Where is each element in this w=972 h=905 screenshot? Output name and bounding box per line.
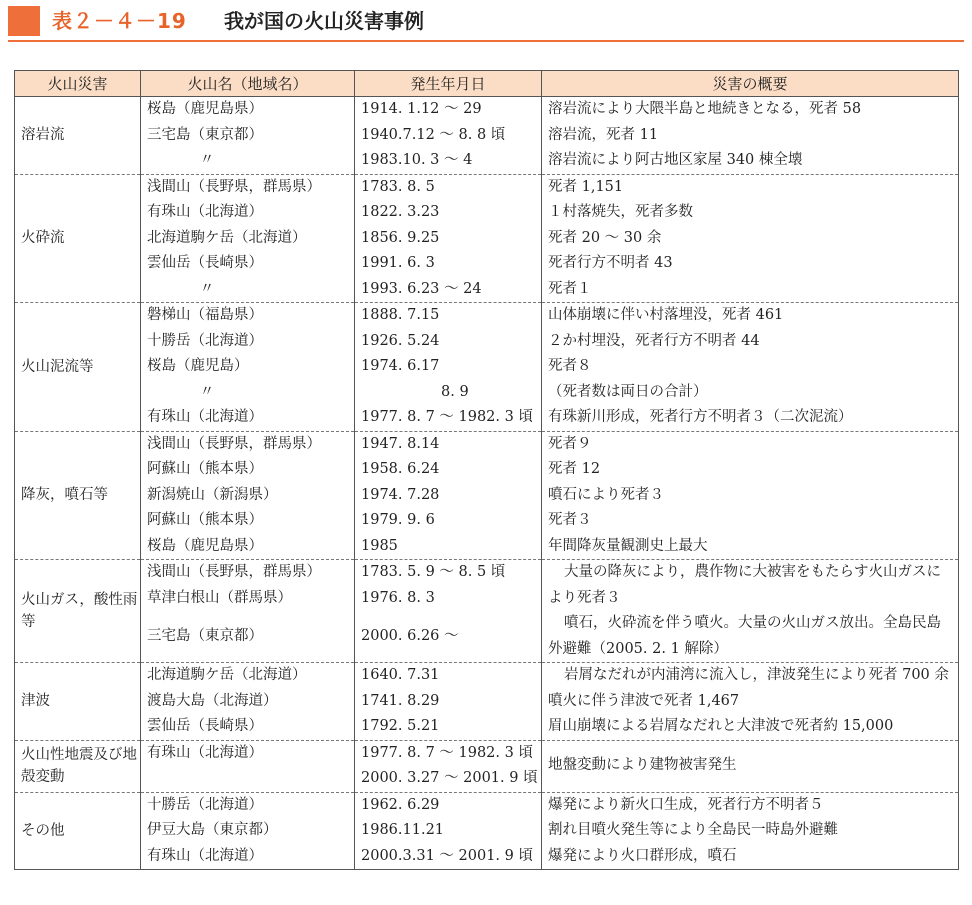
category-cell: 火山ガス，酸性雨等 bbox=[15, 560, 141, 663]
summary-cell: 爆発により火口群形成，噴石 bbox=[542, 844, 959, 870]
volcano-cell: 伊豆大島（東京都） bbox=[141, 818, 355, 844]
col-header-volcano: 火山名（地域名） bbox=[141, 71, 355, 97]
date-cell: 2000. 6.26 ～ bbox=[355, 611, 542, 663]
ditto-mark: 〃 bbox=[199, 383, 215, 400]
table-row bbox=[15, 534, 959, 560]
volcano-cell: 十勝岳（北海道） bbox=[141, 329, 355, 355]
ditto-mark: 〃 bbox=[199, 152, 215, 168]
volcano-cell: 渡島大島（北海道） bbox=[141, 689, 355, 715]
volcano-cell bbox=[141, 380, 355, 406]
category-cell: 津波 bbox=[15, 663, 141, 741]
date-cell: 1940.7.12 ～ 8. 8 頃 bbox=[355, 123, 542, 149]
volcano-cell: 新潟焼山（新潟県） bbox=[141, 483, 355, 509]
category-cell: 火山泥流等 bbox=[15, 303, 141, 432]
disaster-table bbox=[14, 70, 959, 870]
volcano-cell: 十勝岳（北海道） bbox=[141, 792, 355, 818]
summary-cell: 死者 1,151 bbox=[542, 174, 959, 200]
volcano-cell: 雲仙岳（長崎県） bbox=[141, 251, 355, 277]
volcano-cell: 桜島（鹿児島県） bbox=[141, 97, 355, 123]
volcano-cell: 浅間山（長野県，群馬県） bbox=[141, 560, 355, 586]
category-cell: 降灰，噴石等 bbox=[15, 431, 141, 560]
date-cell: 1822. 3.23 bbox=[355, 200, 542, 226]
date-cell: 1991. 6. 3 bbox=[355, 251, 542, 277]
volcano-cell: 磐梯山（福島県） bbox=[141, 303, 355, 329]
summary-cell: 噴石，火砕流を伴う噴火。大量の火山ガス放出。全島民島外避難（2005. 2. 1 解除） bbox=[542, 611, 959, 663]
date-cell: 2000.3.31 ～ 2001. 9 頃 bbox=[355, 844, 542, 870]
table-title: 我が国の火山災害事例 bbox=[224, 9, 424, 33]
table-row bbox=[15, 844, 959, 870]
table-row bbox=[15, 251, 959, 277]
date-cell: 1985 bbox=[355, 534, 542, 560]
col-header-disaster: 火山災害 bbox=[15, 71, 141, 97]
volcano-cell: 草津白根山（群馬県） bbox=[141, 586, 355, 612]
volcano-cell: 北海道駒ケ岳（北海道） bbox=[141, 663, 355, 689]
summary-cell: 死者９ bbox=[542, 431, 959, 457]
category-cell: 火砕流 bbox=[15, 174, 141, 303]
summary-cell: １村落焼失，死者多数 bbox=[542, 200, 959, 226]
category-cell: その他 bbox=[15, 792, 141, 870]
date-cell: 1979. 9. 6 bbox=[355, 508, 542, 534]
date-cell: 1792. 5.21 bbox=[355, 714, 542, 740]
volcano-cell: 北海道駒ケ岳（北海道） bbox=[141, 226, 355, 252]
date-cell: 1976. 8. 3 bbox=[355, 586, 542, 612]
volcano-cell: 浅間山（長野県，群馬県） bbox=[141, 174, 355, 200]
date-cell: 1783. 5. 9 ～ 8. 5 頃 bbox=[355, 560, 542, 586]
date-continuation: 8. 9 bbox=[441, 383, 469, 400]
volcano-cell: 有珠山（北海道） bbox=[141, 740, 355, 766]
table-header-row bbox=[15, 71, 959, 97]
table-row bbox=[15, 277, 959, 303]
date-cell: 1962. 6.29 bbox=[355, 792, 542, 818]
summary-cell: ２か村埋没，死者行方不明者 44 bbox=[542, 329, 959, 355]
table-row bbox=[15, 818, 959, 844]
table-row bbox=[15, 380, 959, 406]
category-cell: 火山性地震及び地殻変動 bbox=[15, 740, 141, 792]
date-cell bbox=[355, 380, 542, 406]
date-cell: 2000. 3.27 ～ 2001. 9 頃 bbox=[355, 766, 542, 792]
table-row bbox=[15, 792, 959, 818]
table-header bbox=[8, 6, 964, 36]
volcano-cell bbox=[141, 766, 355, 792]
table-row bbox=[15, 483, 959, 509]
col-header-summary: 災害の概要 bbox=[542, 71, 959, 97]
summary-cell: 溶岩流により大隈半島と地続きとなる，死者 58 bbox=[542, 97, 959, 123]
summary-cell: 溶岩流により阿古地区家屋 340 棟全壊 bbox=[542, 148, 959, 174]
summary-cell: 割れ目噴火発生等により全島民一時島外避難 bbox=[542, 818, 959, 844]
summary-cell: （死者数は両日の合計） bbox=[542, 380, 959, 406]
summary-cell: 死者 20 ～ 30 余 bbox=[542, 226, 959, 252]
table-row bbox=[15, 329, 959, 355]
date-cell: 1983.10. 3 ～ 4 bbox=[355, 148, 542, 174]
col-header-date: 発生年月日 bbox=[355, 71, 542, 97]
date-cell: 1974. 7.28 bbox=[355, 483, 542, 509]
table-row bbox=[15, 740, 959, 766]
summary-cell: 岩屑なだれが内浦湾に流入し，津波発生により死者 700 余 bbox=[542, 663, 959, 689]
table-row bbox=[15, 97, 959, 123]
date-cell: 1947. 8.14 bbox=[355, 431, 542, 457]
summary-cell: 噴火に伴う津波で死者 1,467 bbox=[542, 689, 959, 715]
summary-cell: 眉山崩壊による岩屑なだれと大津波で死者約 15,000 bbox=[542, 714, 959, 740]
summary-cell: 溶岩流，死者 11 bbox=[542, 123, 959, 149]
volcano-cell: 三宅島（東京都） bbox=[141, 123, 355, 149]
table-row bbox=[15, 226, 959, 252]
table-row bbox=[15, 663, 959, 689]
summary-cell: 死者１ bbox=[542, 277, 959, 303]
table-row bbox=[15, 431, 959, 457]
summary-cell: 年間降灰量観測史上最大 bbox=[542, 534, 959, 560]
date-cell: 1986.11.21 bbox=[355, 818, 542, 844]
volcano-cell: 有珠山（北海道） bbox=[141, 844, 355, 870]
volcano-cell: 桜島（鹿児島県） bbox=[141, 534, 355, 560]
date-cell: 1888. 7.15 bbox=[355, 303, 542, 329]
table-row bbox=[15, 560, 959, 586]
date-cell: 1977. 8. 7 ～ 1982. 3 頃 bbox=[355, 405, 542, 431]
date-cell: 1914. 1.12 ～ 29 bbox=[355, 97, 542, 123]
volcano-cell bbox=[141, 148, 355, 174]
table-number: 表２－４－19 bbox=[52, 9, 187, 33]
category-cell: 溶岩流 bbox=[15, 97, 141, 175]
volcano-cell: 有珠山（北海道） bbox=[141, 200, 355, 226]
summary-cell: 死者 12 bbox=[542, 457, 959, 483]
summary-cell: 山体崩壊に伴い村落埋没，死者 461 bbox=[542, 303, 959, 329]
date-cell: 1974. 6.17 bbox=[355, 354, 542, 380]
table-row bbox=[15, 611, 959, 663]
volcano-cell: 浅間山（長野県，群馬県） bbox=[141, 431, 355, 457]
volcano-cell: 雲仙岳（長崎県） bbox=[141, 714, 355, 740]
table-row bbox=[15, 689, 959, 715]
summary-cell: 噴石により死者３ bbox=[542, 483, 959, 509]
summary-cell: 死者３ bbox=[542, 508, 959, 534]
volcano-cell: 阿蘇山（熊本県） bbox=[141, 457, 355, 483]
summary-cell: 死者行方不明者 43 bbox=[542, 251, 959, 277]
table-row bbox=[15, 457, 959, 483]
date-cell: 1783. 8. 5 bbox=[355, 174, 542, 200]
header-marker bbox=[8, 6, 40, 36]
volcano-cell: 桜島（鹿児島） bbox=[141, 354, 355, 380]
date-cell: 1977. 8. 7 ～ 1982. 3 頃 bbox=[355, 740, 542, 766]
volcano-cell: 有珠山（北海道） bbox=[141, 405, 355, 431]
table-row bbox=[15, 174, 959, 200]
volcano-cell: 三宅島（東京都） bbox=[141, 611, 355, 663]
header-underline bbox=[8, 40, 964, 42]
date-cell: 1926. 5.24 bbox=[355, 329, 542, 355]
date-cell: 1993. 6.23 ～ 24 bbox=[355, 277, 542, 303]
table-row bbox=[15, 123, 959, 149]
date-cell: 1741. 8.29 bbox=[355, 689, 542, 715]
ditto-mark: 〃 bbox=[199, 280, 215, 297]
table-row bbox=[15, 405, 959, 431]
summary-cell: 爆発により新火口生成，死者行方不明者５ bbox=[542, 792, 959, 818]
table-row bbox=[15, 508, 959, 534]
summary-cell: 死者８ bbox=[542, 354, 959, 380]
table-row bbox=[15, 200, 959, 226]
summary-cell: 地盤変動により建物被害発生 bbox=[542, 740, 959, 792]
table-row bbox=[15, 303, 959, 329]
table-row bbox=[15, 148, 959, 174]
summary-cell: 大量の降灰により，農作物に大被害をもたらす火山ガスにより死者３ bbox=[542, 560, 959, 612]
table-row bbox=[15, 714, 959, 740]
date-cell: 1640. 7.31 bbox=[355, 663, 542, 689]
table-row bbox=[15, 354, 959, 380]
summary-cell: 有珠新川形成，死者行方不明者３（二次泥流） bbox=[542, 405, 959, 431]
date-cell: 1958. 6.24 bbox=[355, 457, 542, 483]
volcano-cell: 阿蘇山（熊本県） bbox=[141, 508, 355, 534]
date-cell: 1856. 9.25 bbox=[355, 226, 542, 252]
volcano-cell bbox=[141, 277, 355, 303]
